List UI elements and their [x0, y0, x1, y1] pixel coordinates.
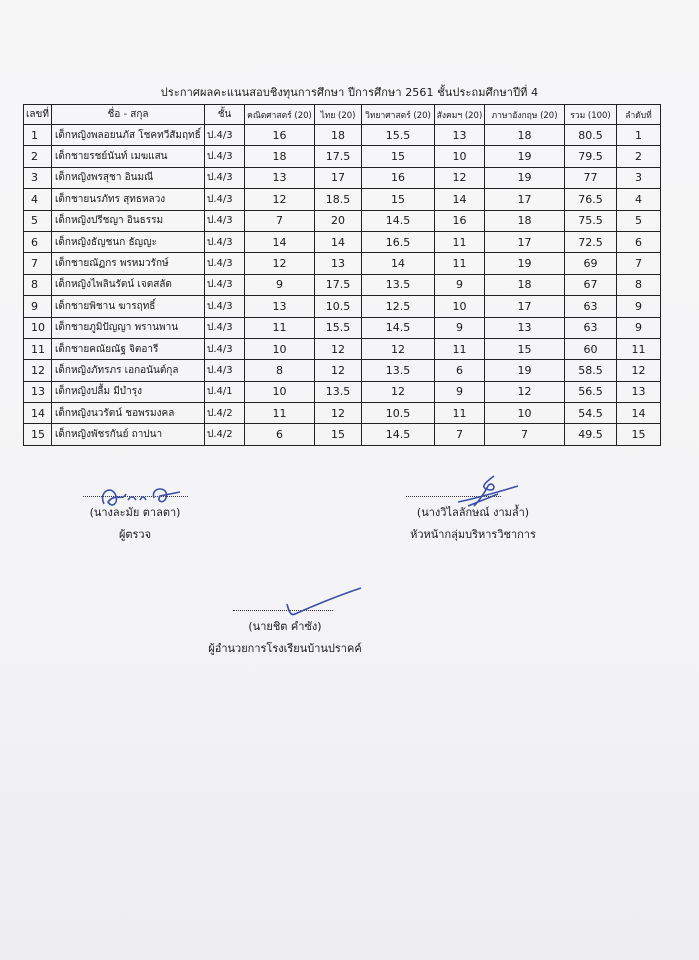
cell-thai-score: 17.5: [315, 146, 362, 167]
cell-social-score: 9: [435, 317, 485, 338]
cell-student-name: เด็กหญิงธัญชนก ธัญญะ: [52, 231, 205, 252]
cell-total-score: 58.5: [565, 360, 617, 381]
cell-thai-score: 13: [315, 253, 362, 274]
cell-social-score: 11: [435, 231, 485, 252]
cell-math-score: 8: [245, 360, 315, 381]
cell-thai-score: 15: [315, 424, 362, 445]
cell-science-score: 10.5: [362, 403, 435, 424]
cell-student-name: เด็กชายพิชาน ฆารฤทธิ์: [52, 296, 205, 317]
cell-number: 1: [24, 125, 52, 146]
table-header-row: [24, 105, 661, 125]
cell-student-name: เด็กชายคณัยณัฐ จิตอารี: [52, 338, 205, 359]
table-row: [24, 338, 661, 359]
cell-thai-score: 17: [315, 167, 362, 188]
cell-math-score: 13: [245, 167, 315, 188]
cell-science-score: 16.5: [362, 231, 435, 252]
cell-class: ป.4/3: [205, 231, 245, 252]
cell-student-name: เด็กหญิงพลอยนภัส โชคทวีสัมฤทธิ์: [52, 125, 205, 146]
cell-english-score: 18: [485, 125, 565, 146]
cell-student-name: เด็กชายณัฏกร พรหมวรักษ์: [52, 253, 205, 274]
cell-rank: 9: [617, 296, 661, 317]
cell-social-score: 7: [435, 424, 485, 445]
header-total: รวม (100): [565, 105, 617, 125]
cell-rank: 7: [617, 253, 661, 274]
cell-rank: 11: [617, 338, 661, 359]
signature-academic-head: [398, 496, 548, 543]
cell-number: 12: [24, 360, 52, 381]
header-science: วิทยาศาสตร์ (20): [362, 105, 435, 125]
table-row: [24, 146, 661, 167]
cell-class: ป.4/3: [205, 360, 245, 381]
checker-role: ผู้ตรวจ: [118, 528, 152, 541]
cell-total-score: 56.5: [565, 381, 617, 402]
cell-english-score: 19: [485, 360, 565, 381]
cell-thai-score: 18.5: [315, 189, 362, 210]
cell-math-score: 6: [245, 424, 315, 445]
cell-math-score: 10: [245, 338, 315, 359]
signature-checker: [80, 496, 190, 543]
cell-class: ป.4/3: [205, 146, 245, 167]
cell-science-score: 14.5: [362, 317, 435, 338]
cell-social-score: 9: [435, 274, 485, 295]
cell-rank: 6: [617, 231, 661, 252]
handwritten-signature-icon: [438, 472, 528, 512]
cell-student-name: เด็กหญิงนวรัตน์ ชอพรมงคล: [52, 403, 205, 424]
cell-total-score: 76.5: [565, 189, 617, 210]
cell-rank: 2: [617, 146, 661, 167]
cell-science-score: 12: [362, 381, 435, 402]
cell-student-name: เด็กหญิงไพลินรัตน์ เจตสลัด: [52, 274, 205, 295]
cell-english-score: 7: [485, 424, 565, 445]
table-row: [24, 381, 661, 402]
table-row: [24, 189, 661, 210]
cell-science-score: 13.5: [362, 360, 435, 381]
cell-rank: 15: [617, 424, 661, 445]
cell-social-score: 11: [435, 253, 485, 274]
cell-class: ป.4/2: [205, 403, 245, 424]
header-name: ชื่อ - สกุล: [52, 105, 205, 125]
handwritten-signature-icon: [277, 586, 367, 622]
cell-thai-score: 13.5: [315, 381, 362, 402]
cell-science-score: 14: [362, 253, 435, 274]
cell-math-score: 16: [245, 125, 315, 146]
cell-total-score: 67: [565, 274, 617, 295]
cell-english-score: 17: [485, 231, 565, 252]
cell-social-score: 16: [435, 210, 485, 231]
cell-student-name: เด็กหญิงพรสุชา อินมณี: [52, 167, 205, 188]
table-row: [24, 231, 661, 252]
cell-thai-score: 12: [315, 403, 362, 424]
cell-social-score: 6: [435, 360, 485, 381]
cell-math-score: 10: [245, 381, 315, 402]
cell-student-name: เด็กชายนรภัทร สุทธหลวง: [52, 189, 205, 210]
cell-english-score: 17: [485, 296, 565, 317]
table-row: [24, 424, 661, 445]
cell-number: 5: [24, 210, 52, 231]
cell-student-name: เด็กชายรชย์นันท์ เมฆแสน: [52, 146, 205, 167]
cell-science-score: 13.5: [362, 274, 435, 295]
cell-student-name: เด็กชายภูมิปัญญา พรานพาน: [52, 317, 205, 338]
cell-math-score: 12: [245, 253, 315, 274]
academic-head-name: (นางวิไลลักษณ์ งามล้ำ): [416, 506, 530, 519]
cell-class: ป.4/3: [205, 210, 245, 231]
cell-thai-score: 12: [315, 360, 362, 381]
cell-science-score: 15: [362, 189, 435, 210]
cell-total-score: 75.5: [565, 210, 617, 231]
table-row: [24, 125, 661, 146]
checker-name: (นางละมัย ตาลตา): [89, 506, 181, 519]
cell-thai-score: 20: [315, 210, 362, 231]
cell-class: ป.4/3: [205, 189, 245, 210]
cell-math-score: 11: [245, 403, 315, 424]
table-row: [24, 360, 661, 381]
cell-english-score: 19: [485, 167, 565, 188]
cell-math-score: 9: [245, 274, 315, 295]
cell-class: ป.4/3: [205, 338, 245, 359]
cell-number: 13: [24, 381, 52, 402]
cell-total-score: 77: [565, 167, 617, 188]
cell-social-score: 13: [435, 125, 485, 146]
cell-science-score: 14.5: [362, 424, 435, 445]
cell-english-score: 17: [485, 189, 565, 210]
cell-english-score: 15: [485, 338, 565, 359]
director-name: (นายชิต คำซัง): [248, 620, 322, 633]
cell-number: 11: [24, 338, 52, 359]
cell-number: 2: [24, 146, 52, 167]
cell-science-score: 12: [362, 338, 435, 359]
cell-english-score: 13: [485, 317, 565, 338]
cell-total-score: 63: [565, 296, 617, 317]
cell-math-score: 13: [245, 296, 315, 317]
table-row: [24, 296, 661, 317]
director-role: ผู้อำนวยการโรงเรียนบ้านปราคค์: [208, 642, 362, 655]
cell-total-score: 49.5: [565, 424, 617, 445]
cell-student-name: เด็กหญิงปรีชญา อินธรรม: [52, 210, 205, 231]
header-social: สังคมฯ (20): [435, 105, 485, 125]
cell-social-score: 12: [435, 167, 485, 188]
cell-rank: 9: [617, 317, 661, 338]
cell-total-score: 60: [565, 338, 617, 359]
cell-social-score: 10: [435, 146, 485, 167]
cell-student-name: เด็กหญิงภัทรภร เอกอนันต์กุล: [52, 360, 205, 381]
cell-rank: 8: [617, 274, 661, 295]
cell-class: ป.4/2: [205, 424, 245, 445]
cell-science-score: 14.5: [362, 210, 435, 231]
cell-number: 4: [24, 189, 52, 210]
cell-social-score: 11: [435, 403, 485, 424]
cell-social-score: 10: [435, 296, 485, 317]
table-row: [24, 167, 661, 188]
cell-class: ป.4/3: [205, 317, 245, 338]
cell-thai-score: 17.5: [315, 274, 362, 295]
cell-class: ป.4/1: [205, 381, 245, 402]
cell-number: 3: [24, 167, 52, 188]
table-row: [24, 210, 661, 231]
cell-number: 9: [24, 296, 52, 317]
academic-head-role: หัวหน้ากลุ่มบริหารวิชาการ: [410, 528, 536, 541]
cell-social-score: 9: [435, 381, 485, 402]
document-title: ประกาศผลคะแนนสอบชิงทุนการศึกษา ปีการศึกษา 2561 ชั้นประถมศึกษาปีที่ 4: [160, 86, 539, 99]
cell-rank: 3: [617, 167, 661, 188]
cell-thai-score: 14: [315, 231, 362, 252]
cell-total-score: 54.5: [565, 403, 617, 424]
cell-math-score: 18: [245, 146, 315, 167]
cell-science-score: 12.5: [362, 296, 435, 317]
header-number: เลขที่: [24, 105, 52, 125]
header-thai: ไทย (20): [315, 105, 362, 125]
header-math: คณิตศาสตร์ (20): [245, 105, 315, 125]
cell-class: ป.4/3: [205, 296, 245, 317]
cell-english-score: 12: [485, 381, 565, 402]
header-english: ภาษาอังกฤษ (20): [485, 105, 565, 125]
cell-thai-score: 15.5: [315, 317, 362, 338]
cell-thai-score: 10.5: [315, 296, 362, 317]
cell-number: 15: [24, 424, 52, 445]
cell-science-score: 15.5: [362, 125, 435, 146]
cell-number: 7: [24, 253, 52, 274]
cell-math-score: 12: [245, 189, 315, 210]
handwritten-signature-icon: [90, 482, 190, 512]
cell-rank: 13: [617, 381, 661, 402]
cell-class: ป.4/3: [205, 274, 245, 295]
cell-science-score: 15: [362, 146, 435, 167]
cell-thai-score: 12: [315, 338, 362, 359]
cell-class: ป.4/3: [205, 167, 245, 188]
cell-social-score: 11: [435, 338, 485, 359]
table-row: [24, 253, 661, 274]
cell-total-score: 69: [565, 253, 617, 274]
cell-class: ป.4/3: [205, 125, 245, 146]
table-row: [24, 274, 661, 295]
cell-math-score: 11: [245, 317, 315, 338]
cell-english-score: 19: [485, 146, 565, 167]
header-rank: ลำดับที่: [617, 105, 661, 125]
cell-social-score: 14: [435, 189, 485, 210]
cell-math-score: 14: [245, 231, 315, 252]
cell-english-score: 18: [485, 274, 565, 295]
table-row: [24, 317, 661, 338]
cell-total-score: 63: [565, 317, 617, 338]
cell-rank: 4: [617, 189, 661, 210]
cell-number: 8: [24, 274, 52, 295]
cell-total-score: 79.5: [565, 146, 617, 167]
cell-math-score: 7: [245, 210, 315, 231]
cell-number: 10: [24, 317, 52, 338]
cell-class: ป.4/3: [205, 253, 245, 274]
cell-rank: 1: [617, 125, 661, 146]
cell-english-score: 18: [485, 210, 565, 231]
table-row: [24, 403, 661, 424]
header-class: ชั้น: [205, 105, 245, 125]
cell-rank: 12: [617, 360, 661, 381]
cell-rank: 14: [617, 403, 661, 424]
scores-table: [23, 104, 661, 446]
cell-number: 6: [24, 231, 52, 252]
cell-student-name: เด็กหญิงพัชรกันย์ ถาปนา: [52, 424, 205, 445]
cell-number: 14: [24, 403, 52, 424]
cell-english-score: 10: [485, 403, 565, 424]
signature-director: [195, 610, 375, 657]
cell-total-score: 80.5: [565, 125, 617, 146]
cell-rank: 5: [617, 210, 661, 231]
cell-student-name: เด็กหญิงปลื้ม มีบำรุง: [52, 381, 205, 402]
cell-thai-score: 18: [315, 125, 362, 146]
cell-total-score: 72.5: [565, 231, 617, 252]
cell-english-score: 19: [485, 253, 565, 274]
cell-science-score: 16: [362, 167, 435, 188]
